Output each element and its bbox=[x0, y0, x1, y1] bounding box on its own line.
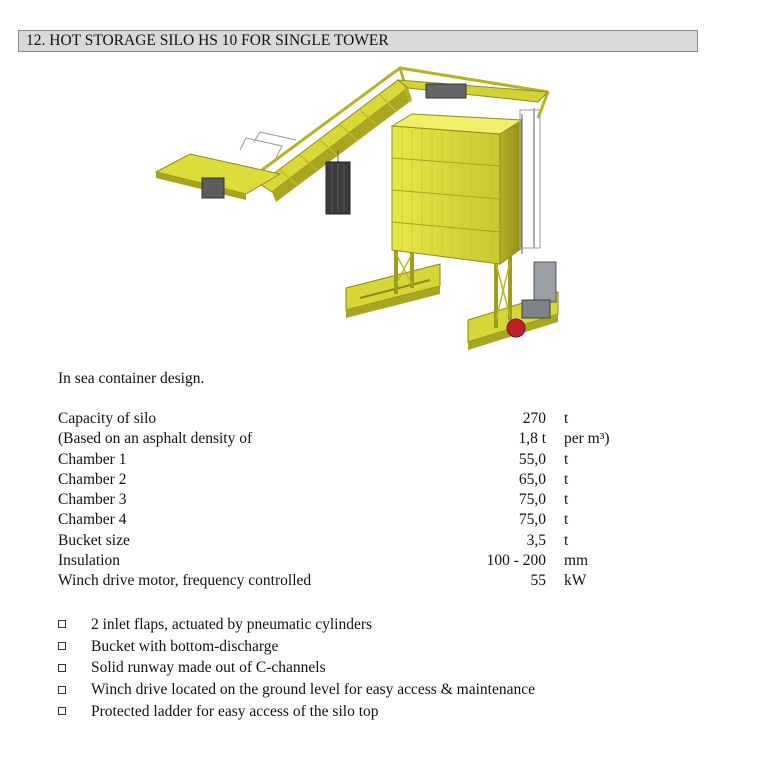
spec-unit: t bbox=[564, 450, 569, 468]
specification-table bbox=[58, 409, 610, 592]
spec-row bbox=[58, 450, 610, 470]
spec-value: 75,0 bbox=[518, 511, 546, 529]
spec-value: 55,0 bbox=[518, 450, 546, 468]
spec-row bbox=[58, 409, 610, 429]
spec-unit: per m³) bbox=[564, 430, 610, 448]
spec-label: (Based on an asphalt density of bbox=[58, 430, 253, 448]
spec-row bbox=[58, 510, 610, 530]
spec-unit: t bbox=[564, 511, 569, 529]
silo-illustration bbox=[150, 58, 570, 368]
spec-unit: kW bbox=[564, 572, 587, 590]
spec-value: 100 - 200 bbox=[486, 552, 546, 570]
spec-label: Winch drive motor, frequency controlled bbox=[58, 572, 312, 590]
square-bullet-icon bbox=[58, 642, 66, 650]
spec-value: 55 bbox=[530, 572, 546, 590]
feature-text: 2 inlet flaps, actuated by pneumatic cylinders bbox=[91, 616, 373, 633]
spec-value: 75,0 bbox=[518, 491, 546, 509]
ladder bbox=[520, 108, 540, 254]
silo-container bbox=[392, 114, 522, 264]
spec-row bbox=[58, 571, 610, 591]
spec-value: 3,5 bbox=[526, 531, 546, 549]
spec-unit: t bbox=[564, 531, 569, 549]
spec-label: Chamber 1 bbox=[58, 450, 127, 468]
spec-row bbox=[58, 490, 610, 510]
spec-unit: t bbox=[564, 491, 569, 509]
spec-value: 1,8 t bbox=[518, 430, 546, 448]
spec-row bbox=[58, 551, 610, 571]
spec-unit: t bbox=[564, 470, 569, 488]
list-item bbox=[58, 614, 535, 636]
spec-unit: t bbox=[564, 410, 569, 427]
spec-row bbox=[58, 470, 610, 490]
list-item bbox=[58, 636, 535, 658]
square-bullet-icon bbox=[58, 707, 66, 715]
square-bullet-icon bbox=[58, 686, 66, 694]
section-title: 12. HOT STORAGE SILO HS 10 FOR SINGLE TOWER bbox=[18, 30, 698, 52]
square-bullet-icon bbox=[58, 664, 66, 672]
spec-label: Chamber 2 bbox=[58, 470, 127, 488]
list-item bbox=[58, 701, 535, 723]
feature-list bbox=[58, 614, 535, 722]
spec-label: Bucket size bbox=[58, 531, 130, 549]
square-bullet-icon bbox=[58, 620, 66, 628]
spec-row bbox=[58, 531, 610, 551]
spec-label: Insulation bbox=[58, 552, 120, 570]
intro-text: In sea container design. bbox=[58, 370, 205, 387]
list-item bbox=[58, 679, 535, 701]
feature-text: Solid runway made out of C-channels bbox=[91, 659, 326, 677]
spec-row bbox=[58, 429, 610, 449]
spec-label: Chamber 4 bbox=[58, 511, 127, 529]
feature-text: Protected ladder for easy access of the silo top bbox=[91, 702, 379, 720]
spec-label: Chamber 3 bbox=[58, 491, 127, 509]
spec-value: 270 bbox=[522, 410, 546, 427]
spec-value: 65,0 bbox=[518, 470, 546, 488]
spec-label: Capacity of silo bbox=[58, 410, 157, 427]
feature-text: Bucket with bottom-discharge bbox=[91, 637, 279, 655]
list-item bbox=[58, 657, 535, 679]
base-skid-left bbox=[346, 264, 440, 318]
feature-text: Winch drive located on the ground level for easy access & maintenance bbox=[91, 681, 535, 699]
spec-unit: mm bbox=[564, 552, 589, 570]
